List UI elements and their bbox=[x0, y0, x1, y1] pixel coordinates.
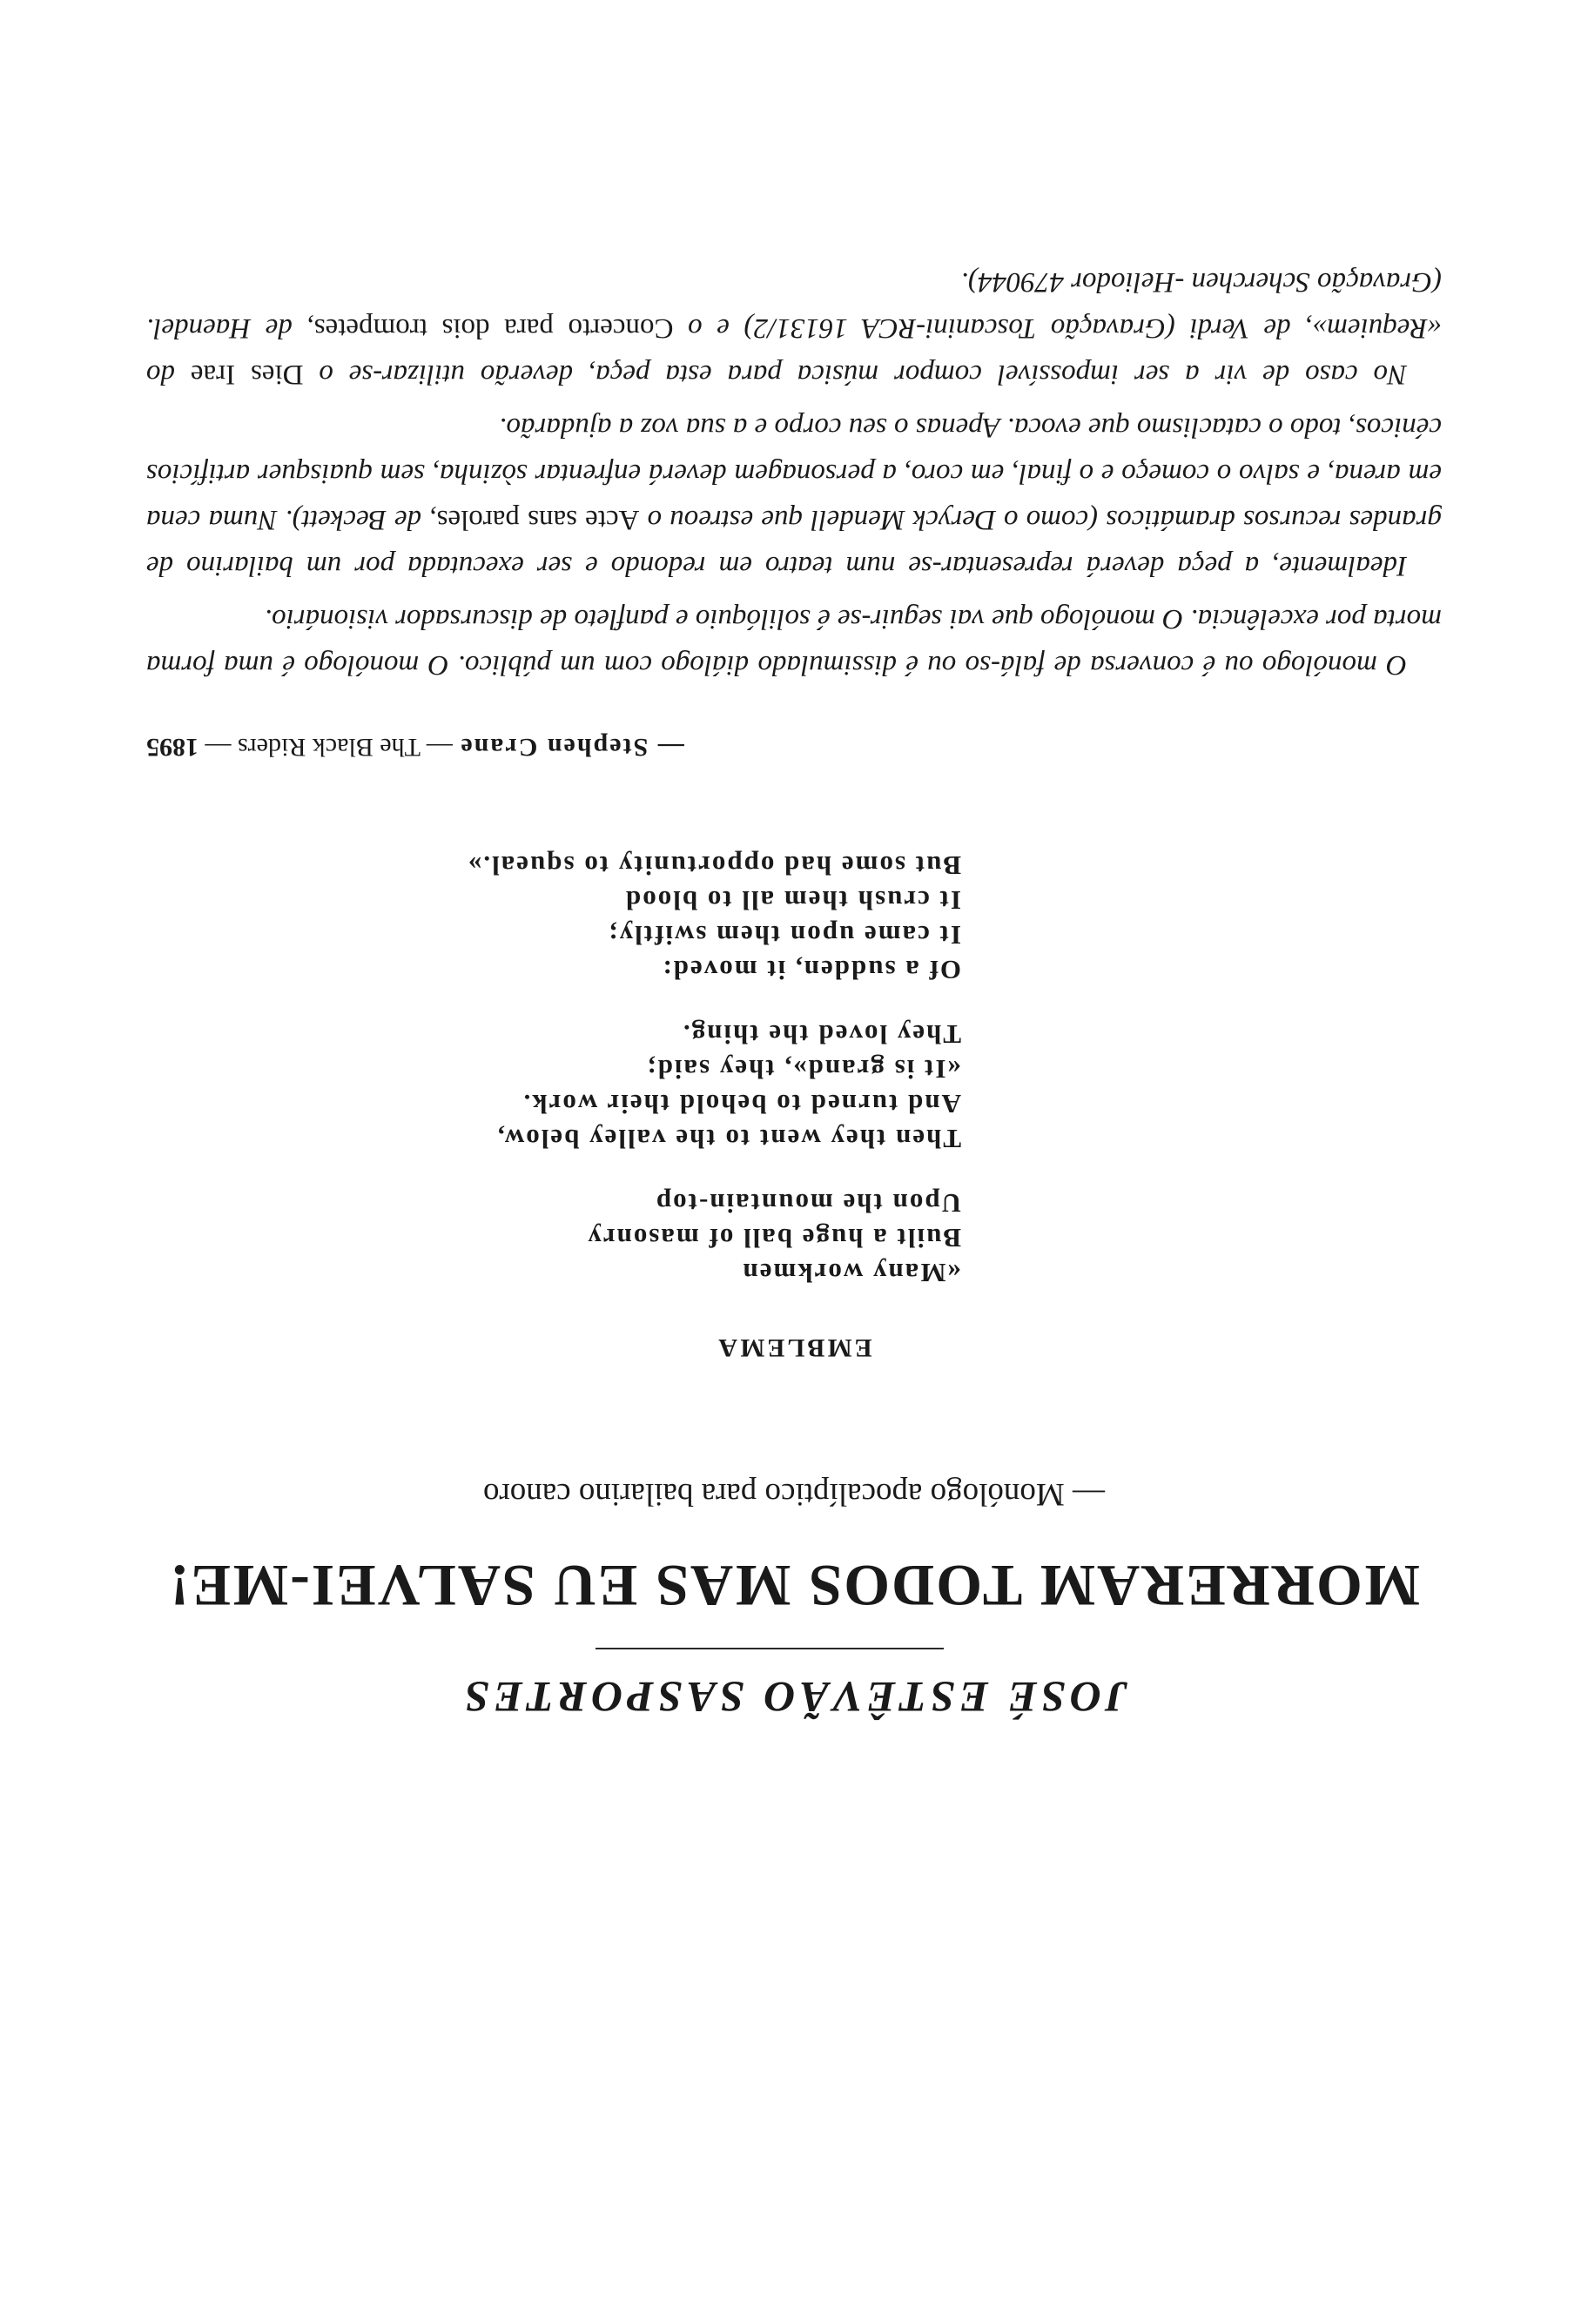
poem-stanza bbox=[299, 848, 961, 987]
attribution-year: 1895 bbox=[146, 733, 198, 762]
poem-line: It crush them all to blood bbox=[624, 885, 961, 916]
poem-line: Built a huge ball of masonry bbox=[586, 1223, 961, 1253]
poem-line: But some had opportunity to squeal.» bbox=[466, 850, 961, 881]
page-subtitle: — Monólogo apocalíptico para bailarino canoro bbox=[482, 1476, 1106, 1512]
paragraph bbox=[146, 404, 1442, 588]
paragraph-text: Acte sans paroles bbox=[436, 504, 640, 535]
paragraph-text: Dies Irae bbox=[190, 359, 304, 390]
poem-stanza bbox=[299, 1186, 961, 1290]
poem-line: Upon the mountain-top bbox=[654, 1188, 961, 1219]
poem-line: Of a sudden, it moved: bbox=[661, 955, 961, 985]
paragraph bbox=[146, 259, 1442, 397]
poem-line: They loved the thing. bbox=[681, 1019, 961, 1050]
title-divider bbox=[596, 1648, 944, 1649]
paragraph-text: do «Requiem», de Verdi (Gravação Toscanini-RCA 16131/2) e o bbox=[145, 312, 1442, 390]
attribution-author: — Stephen Crane bbox=[459, 733, 684, 762]
attribution-work: — The Black Riders — bbox=[198, 733, 460, 762]
poem-attribution bbox=[146, 729, 1588, 764]
author-name: JOSÉ ESTÊVÃO SASPORTES bbox=[461, 1673, 1127, 1722]
paragraph-text: O monólogo ou é conversa de falá-so ou é dissimulado diálogo com um público. O monólogo é uma forma morta por excelência. O monólogo que vai seguir-se é solilóquio e panfleto de discursador visionário. bbox=[146, 603, 1442, 681]
poem-line: Then they went to the valley below, bbox=[495, 1124, 961, 1154]
emblem-heading: EMBLEMA bbox=[716, 1333, 872, 1362]
poem-stanza bbox=[299, 1017, 961, 1156]
paragraph bbox=[146, 595, 1442, 688]
emblem-poem bbox=[299, 818, 961, 1290]
introduction-text bbox=[146, 252, 1442, 688]
paragraph-text: Idealmente, a peça deverá representar-se num teatro em redondo e ser executada por um bailarino de grandes recursos dramáticos (como o Deryck Mendell que estreou o bbox=[146, 504, 1442, 581]
poem-line: «Many workmen bbox=[741, 1258, 961, 1288]
poem-line: And turned to behold their work. bbox=[521, 1089, 961, 1119]
paragraph-text: , de Beckett). Numa cena em arena, e salvo o começo e o final, em coro, a personagem deverá enfrentar sòzinha, sem quaisquer artifícios cénicos, todo o cataclismo que evoca. Apenas o seu corpo e a sua voz a ajudarão. bbox=[146, 412, 1442, 535]
poem-line: It came upon them swiftly; bbox=[607, 920, 961, 950]
paragraph-text: No caso de vir a ser impossível compor música para esta peça, deverão utilizar-se o bbox=[303, 359, 1407, 390]
paragraph-text: , de Haendel. (Gravação Scherchen -Heliodor 479044). bbox=[146, 266, 1442, 344]
page-title: MORRERAM TODOS MAS EU SALVEI-ME! bbox=[168, 1553, 1421, 1619]
poem-line: «It is grand», they said; bbox=[645, 1054, 961, 1085]
paragraph-text: Concerto para dois trompetes bbox=[313, 312, 674, 344]
